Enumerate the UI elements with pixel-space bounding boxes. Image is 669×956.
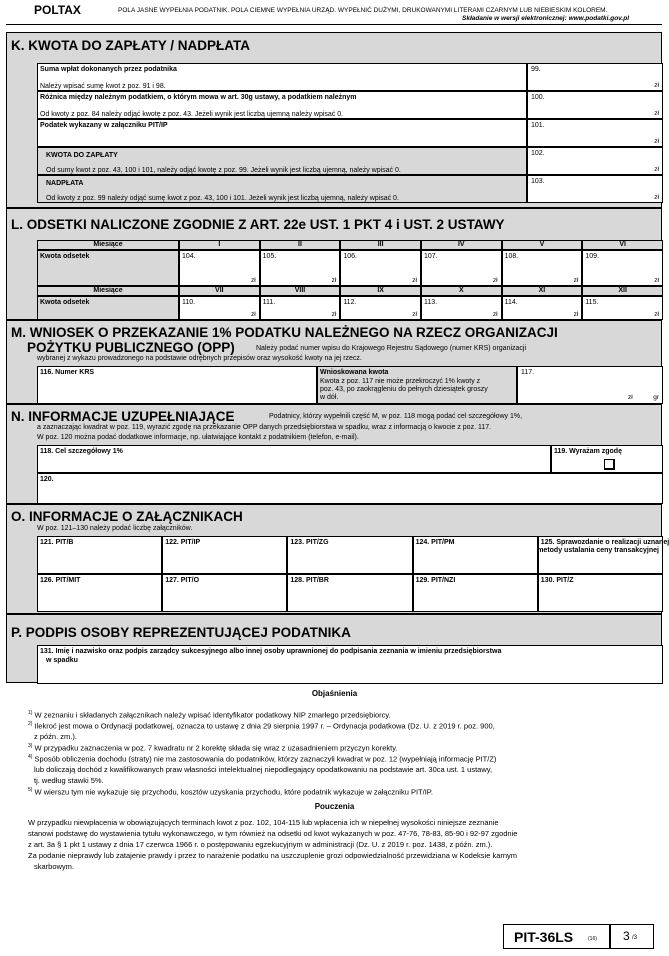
interest-amount-input[interactable] xyxy=(582,296,663,320)
field-102-unit: zł xyxy=(654,166,659,173)
section-o-title: O. INFORMACJE O ZAŁĄCZNIKACH xyxy=(11,509,243,524)
month-header-cell xyxy=(502,240,583,250)
month-label: IX xyxy=(377,287,384,294)
interest-field-unit: zł xyxy=(492,277,498,284)
attachment-label: 126. PIT/MIT xyxy=(40,577,81,584)
explanation-text: W zeznaniu i składanych załącznikach należy wpisać identyfikator podatkowy NIP zmarłego przedsiębiorcy. xyxy=(32,710,391,720)
attachment-count-input[interactable] xyxy=(287,574,412,612)
attachment-label: 125. Sprawozdanie o realizacji uznanej xyxy=(540,539,669,546)
interest-amount-input[interactable] xyxy=(502,296,583,320)
month-label: V xyxy=(539,241,545,248)
explanation-line xyxy=(28,787,658,797)
field-101-input[interactable] xyxy=(527,119,663,147)
month-label: VIII xyxy=(294,287,306,294)
interest-field-number: 113. xyxy=(423,299,438,306)
month-label: VI xyxy=(619,241,626,248)
months-header-cell xyxy=(37,286,179,296)
section-k xyxy=(6,32,662,208)
section-k-title: K. KWOTA DO ZAPŁATY / NADPŁATA xyxy=(11,38,250,53)
section-n xyxy=(6,404,662,504)
interest-amount-input[interactable] xyxy=(502,250,583,286)
attachment-count-input[interactable] xyxy=(37,574,162,612)
interest-amount-input[interactable] xyxy=(340,296,421,320)
krs-number-input[interactable] xyxy=(37,366,317,404)
month-header-cell xyxy=(421,240,502,250)
form-name: PIT-36LS xyxy=(514,929,574,945)
attachment-label: 121. PIT/B xyxy=(40,539,74,546)
month-label: XI xyxy=(538,287,546,294)
attachment-label: 128. PIT/BR xyxy=(290,577,329,584)
explanation-text: z późn. zm.). xyxy=(34,732,77,741)
interest-field-unit: zł xyxy=(412,311,417,318)
month-label: III xyxy=(377,241,384,248)
interest-field-unit: zł xyxy=(654,311,659,318)
section-l-title: L. ODSETKI NALICZONE ZGODNIE Z ART. 22e UST. 1 PKT 4 i UST. 2 USTAWY xyxy=(11,217,505,232)
page-total: /3 xyxy=(632,935,638,941)
brand-logo: POLTAX xyxy=(34,3,81,17)
field-102-label-box xyxy=(37,147,527,175)
section-n-desc-line2: a zaznaczając kwadrat w poz. 119, wyrazić zgodę na przekazanie OPP danych przedsiębiorstwa w spadku, wraz z informacją o kwocie z poz. 117. xyxy=(37,424,492,431)
explanation-line xyxy=(28,754,658,764)
footnote-marker: 1) xyxy=(28,710,33,716)
interest-field-number: 104. xyxy=(182,253,196,260)
footnote-marker: 4) xyxy=(28,754,33,760)
interest-field-unit: zł xyxy=(412,277,417,284)
attachment-count-input[interactable] xyxy=(287,536,412,574)
interest-field-number: 115. xyxy=(585,299,599,306)
interest-amount-input[interactable] xyxy=(260,250,341,286)
instruction-line: Za podanie nieprawdy lub zatajenie prawdy i przez to narażenie podatku na uszczuplenie grozi odpowiedzialność przewidziana w Kodeksie karnym xyxy=(28,851,518,860)
field-100-label: Różnica między należnym podatkiem, o którym mowa w art. 30g ustawy, a podatkiem należnym xyxy=(40,94,357,101)
section-l xyxy=(6,208,662,320)
field-99-label-box xyxy=(37,63,527,91)
month-header-cell xyxy=(340,286,421,296)
field-100-number: 100. xyxy=(531,94,545,101)
explanations-title: Objaśnienia xyxy=(311,689,358,698)
field-99-number: 99. xyxy=(531,66,541,73)
month-header-cell xyxy=(502,286,583,296)
field-102-input[interactable] xyxy=(527,147,663,175)
month-label: XII xyxy=(618,287,627,294)
interest-field-unit: zł xyxy=(573,277,579,284)
footnote-marker: 3) xyxy=(28,743,33,749)
signature-field[interactable] xyxy=(37,645,663,684)
section-n-desc-line3: W poz. 120 można podać dodatkowe informacje, np. ułatwiające kontakt z podatnikiem (telefon, e-mail). xyxy=(37,434,359,441)
extra-info-label: 120. xyxy=(40,476,54,483)
field-117-unit-gr: gr xyxy=(653,394,659,401)
interest-field-number: 109. xyxy=(585,253,599,260)
instruction-line: W przypadku niewpłacenia w obowiązujących terminach kwot z poz. 102, 104-115 lub wpłacenia ich w niepełnej wysokości niniejsze zeznanie xyxy=(28,818,499,827)
form-id-box xyxy=(503,924,610,949)
section-o xyxy=(6,504,669,614)
explanation-line xyxy=(28,743,658,753)
month-label: I xyxy=(218,241,221,248)
attachment-label: 127. PIT/O xyxy=(165,577,200,584)
interest-field-number: 106. xyxy=(343,253,357,260)
consent-label: 119. Wyrażam zgodę xyxy=(554,448,622,455)
field-100-unit: zł xyxy=(654,110,659,117)
attachment-count-input[interactable] xyxy=(37,536,162,574)
explanation-text: W wierszu tym nie wykazuje się przychodu, kosztów uzyskania przychodu, które podatnik wykazuje w załączniku PIT/IP. xyxy=(32,787,433,797)
field-100-note: Od kwoty z poz. 84 należy odjąć kwotę z poz. 43. Jeżeli wynik jest liczbą ujemną należy wpisać 0. xyxy=(40,111,344,118)
month-label: X xyxy=(458,287,464,294)
field-100-input[interactable] xyxy=(527,91,663,119)
signature-label-line2: w spadku xyxy=(46,657,78,664)
field-101-label-box xyxy=(37,119,527,147)
amount-label: Kwota odsetek xyxy=(40,299,90,306)
field-117-unit-zl: zł xyxy=(628,394,633,401)
interest-field-number: 107. xyxy=(423,253,438,260)
field-101-number: 101. xyxy=(531,122,545,129)
month-label: IV xyxy=(457,241,465,248)
field-103-unit: zł xyxy=(654,194,659,201)
interest-field-number: 110. xyxy=(182,299,196,306)
interest-amount-input[interactable] xyxy=(582,250,663,286)
interest-amount-input[interactable] xyxy=(421,296,502,320)
section-p xyxy=(6,614,662,683)
section-m-title-line1: M. WNIOSEK O PRZEKAZANIE 1% PODATKU NALEŻNEGO NA RZECZ ORGANIZACJI xyxy=(11,325,558,340)
month-header-cell xyxy=(260,240,341,250)
explanation-text: tj. według stawki 5%. xyxy=(34,776,104,785)
explanation-text: Sposób obliczenia dochodu (straty) nie ma zastosowania do podatników, którzy zaznaczyli kwadrat w poz. 12 (wypełniają informację PIT/Z) xyxy=(32,754,497,764)
requested-amount-label: Wnioskowana kwota xyxy=(320,369,389,376)
month-header-cell xyxy=(421,286,502,296)
field-99-unit: zł xyxy=(654,82,659,89)
requested-amount-note3: w dół. xyxy=(320,394,339,401)
interest-field-unit: zł xyxy=(573,311,579,318)
attachment-label: 129. PIT/NZI xyxy=(415,577,456,584)
requested-amount-label-box xyxy=(317,366,517,404)
explanation-line xyxy=(34,765,664,774)
krs-number-label: 116. Numer KRS xyxy=(40,369,95,376)
explanation-text: lub doliczają dochód z kwalifikowanych praw własności intelektualnej niepodlegający opodatkowaniu na podstawie art. 30ca ust. 1 ustawy, xyxy=(34,765,493,774)
interest-amount-input[interactable] xyxy=(179,250,260,286)
explanation-text: W przypadku zaznaczenia w poz. 7 kwadratu nr 2 korektę składa się wraz z uzasadnieniem przyczyn korekty. xyxy=(32,743,398,753)
header-divider xyxy=(6,24,662,25)
attachment-count-input[interactable] xyxy=(162,536,287,574)
instruction-line: skarbowym. xyxy=(34,862,75,871)
field-99-note: Należy wpisać sumę kwot z poz. 91 i 98. xyxy=(40,83,166,90)
requested-amount-note2: poz. 43, po zaokrągleniu do pełnych dziesiątek groszy xyxy=(320,386,488,393)
interest-field-number: 108. xyxy=(504,253,519,260)
interest-field-number: 105. xyxy=(262,253,277,260)
interest-field-unit: zł xyxy=(331,277,337,284)
attachment-count-input[interactable] xyxy=(537,536,669,574)
section-n-desc: Podatnicy, którzy wypełnili część M, w poz. 118 mogą podać cel szczegółowy 1%, xyxy=(269,413,523,420)
interest-field-unit: zł xyxy=(492,311,498,318)
section-m xyxy=(6,320,662,404)
month-label: II xyxy=(298,241,302,248)
extra-info-input[interactable] xyxy=(37,473,663,504)
explanation-line xyxy=(34,732,664,741)
interest-amount-input[interactable] xyxy=(340,250,421,286)
field-101-unit: zł xyxy=(654,138,659,145)
footnote-marker: 5) xyxy=(28,787,33,793)
months-header-label: Miesiące xyxy=(93,287,123,294)
attachment-label-extra: metody ustalania ceny transakcyjnej xyxy=(537,547,659,554)
section-m-title-line2: POŻYTKU PUBLICZNEGO (OPP) xyxy=(27,340,235,355)
instructions-title: Pouczenia xyxy=(314,802,355,811)
explanation-line xyxy=(28,710,658,720)
attachment-label: 124. PIT/PM xyxy=(415,539,455,546)
month-header-cell xyxy=(179,286,260,296)
interest-field-unit: zł xyxy=(654,277,659,284)
amount-label-cell xyxy=(37,250,179,286)
goal-label: 118. Cel szczegółowy 1% xyxy=(40,448,123,455)
field-102-note: Od sumy kwot z poz. 43, 100 i 101, należy odjąć kwotę z poz. 99. Jeżeli wynik jest liczbą ujemną, należy wpisać 0. xyxy=(46,167,401,174)
month-header-cell xyxy=(582,286,663,296)
attachment-label: 122. PIT/IP xyxy=(165,539,201,546)
field-101-label: Podatek wykazany w załączniku PIT/IP xyxy=(40,122,168,129)
field-117-input[interactable] xyxy=(517,366,663,404)
consent-field xyxy=(551,445,663,473)
field-100-label-box xyxy=(37,91,527,119)
field-103-label-box xyxy=(37,175,527,203)
field-103-note: Od kwoty z poz. 99 należy odjąć sumę kwot z poz. 43, 100 i 101. Jeżeli wynik jest liczbą ujemną, należy wpisać 0. xyxy=(46,195,399,202)
goal-input[interactable] xyxy=(37,445,551,473)
field-102-label: KWOTA DO ZAPŁATY xyxy=(46,152,118,159)
attachment-count-input[interactable] xyxy=(538,574,663,612)
attachment-count-input[interactable] xyxy=(413,574,538,612)
months-header-label: Miesiące xyxy=(93,241,123,248)
attachment-label: 130. PIT/Z xyxy=(540,577,574,584)
interest-amount-input[interactable] xyxy=(260,296,341,320)
interest-field-number: 112. xyxy=(343,299,357,306)
page-number-box xyxy=(610,924,654,949)
month-header-cell xyxy=(260,286,341,296)
month-label: VII xyxy=(215,287,224,294)
attachment-label: 123. PIT/ZG xyxy=(290,539,329,546)
field-103-input[interactable] xyxy=(527,175,663,203)
signature-label-line1: 131. Imię i nazwisko oraz podpis zarządcy sukcesyjnego albo innej osoby uprawnionej do podpisania zeznania w imieniu przedsiębiorstwa xyxy=(40,648,502,655)
page-current: 3 xyxy=(623,929,630,943)
interest-field-number: 114. xyxy=(504,299,518,306)
field-103-number: 103. xyxy=(531,178,545,185)
consent-checkbox[interactable] xyxy=(604,459,615,470)
explanation-line xyxy=(34,776,664,785)
explanation-text: Ilekroć jest mowa o Ordynacji podatkowej, oznacza to ustawę z dnia 29 sierpnia 1997 r. – Ordynacja podatkowa (Dz. U. z 2019 r. poz. 900, xyxy=(32,721,495,731)
electronic-filing-note: Składanie w wersji elektronicznej: www.podatki.gov.pl xyxy=(462,15,629,22)
interest-field-unit: zł xyxy=(331,311,337,318)
section-o-desc: W poz. 121–130 należy podać liczbę załączników. xyxy=(37,525,193,532)
amount-label-cell xyxy=(37,296,179,320)
field-117-number: 117. xyxy=(521,369,535,376)
explanation-line xyxy=(28,721,658,731)
interest-field-unit: zł xyxy=(250,311,256,318)
footnote-marker: 2) xyxy=(28,721,33,727)
interest-field-number: 111. xyxy=(262,299,276,306)
instruction-line: z art. 3a § 1 pkt 1 ustawy z dnia 17 czerwca 1966 r. o postępowaniu egzekucyjnym w administracji (Dz. U. z 2019 r. poz. 1438, z późn. zm.). xyxy=(28,840,493,849)
month-header-cell xyxy=(582,240,663,250)
interest-amount-input[interactable] xyxy=(179,296,260,320)
month-header-cell xyxy=(179,240,260,250)
section-m-desc-line2: wybranej z wykazu prowadzonego na podstawie odrębnych przepisów oraz wysokość kwoty na jej rzecz. xyxy=(37,355,362,362)
months-header-cell xyxy=(37,240,179,250)
field-99-label: Suma wpłat dokonanych przez podatnika xyxy=(40,66,177,73)
attachment-count-input[interactable] xyxy=(413,536,538,574)
section-p-title: P. PODPIS OSOBY REPREZENTUJĄCEJ PODATNIKA xyxy=(11,625,351,640)
instruction-line: stanowi podstawę do wystawienia tytułu wykonawczego, w tym również na odsetki od kwot wykazanych w poz. 47-76, 78-83, 85-90 i 92-97 zgodnie xyxy=(28,829,518,838)
field-102-number: 102. xyxy=(531,150,545,157)
requested-amount-note1: Kwota z poz. 117 nie może przekroczyć 1% kwoty z xyxy=(320,378,481,385)
month-header-cell xyxy=(340,240,421,250)
attachment-count-input[interactable] xyxy=(162,574,287,612)
fill-instructions: POLA JASNE WYPEŁNIA PODATNIK. POLA CIEMNE WYPEŁNIA URZĄD. WYPEŁNIĆ DUŻYMI, DRUKOWANYMI LITERAMI CZARNYM LUB NIEBIESKIM KOLOREM. xyxy=(118,7,608,14)
section-n-title: N. INFORMACJE UZUPEŁNIAJĄCE xyxy=(11,409,235,424)
interest-amount-input[interactable] xyxy=(421,250,502,286)
field-103-label: NADPŁATA xyxy=(46,180,84,187)
section-m-desc: Należy podać numer wpisu do Krajowego Rejestru Sądowego (numer KRS) organizacji xyxy=(256,345,527,352)
amount-label: Kwota odsetek xyxy=(40,253,90,260)
field-99-input[interactable] xyxy=(527,63,663,91)
form-version: (16) xyxy=(588,936,597,942)
interest-field-unit: zł xyxy=(250,277,256,284)
